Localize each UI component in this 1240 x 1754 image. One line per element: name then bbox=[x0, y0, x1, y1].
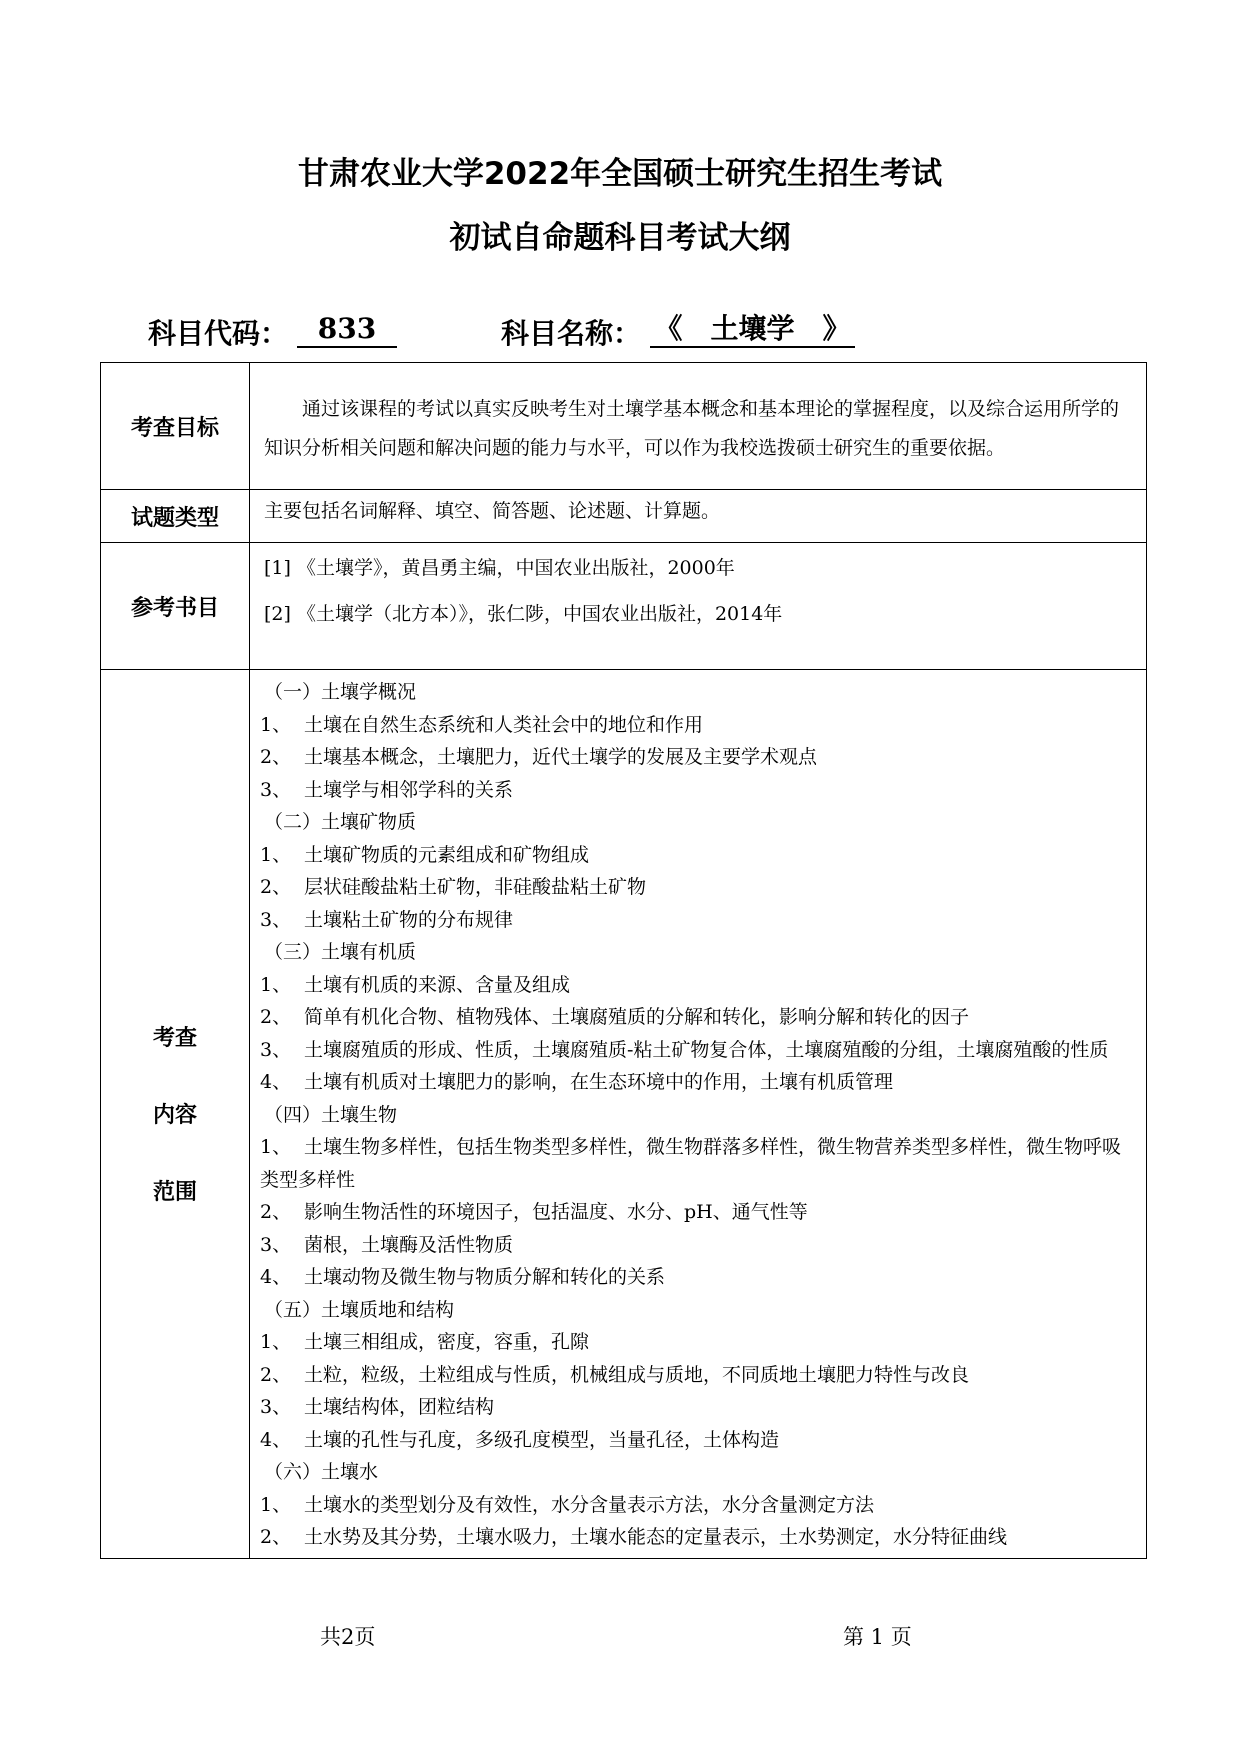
section-title: （四）土壤生物 bbox=[264, 1103, 398, 1126]
list-item bbox=[260, 839, 1138, 872]
subject-code-value: 833 bbox=[297, 312, 397, 348]
list-item-text: 土壤生物多样性，包括生物类型多样性，微生物群落多样性，微生物营养类型多样性，微生物呼吸类型多样性 bbox=[260, 1136, 1122, 1191]
table-row-scope bbox=[101, 670, 1147, 1559]
list-item-text: 土壤腐殖质的形成、性质，土壤腐殖质-粘土矿物复合体，土壤腐殖酸的分组，土壤腐殖酸的性质 bbox=[304, 1038, 1109, 1061]
document-title-line-2: 初试自命题科目考试大纲 bbox=[449, 220, 791, 256]
list-item-text: 土壤动物及微生物与物质分解和转化的关系 bbox=[304, 1266, 666, 1288]
list-item-text: 层状硅酸盐粘土矿物，非硅酸盐粘土矿物 bbox=[304, 876, 647, 898]
list-item bbox=[260, 709, 1138, 742]
list-item-number: 1、 bbox=[260, 843, 292, 866]
aim-cell bbox=[250, 363, 1147, 490]
list-item-number: 3、 bbox=[260, 1396, 292, 1418]
list-item bbox=[260, 1196, 1138, 1229]
table-row-question-types bbox=[101, 490, 1147, 543]
list-item bbox=[260, 1261, 1138, 1294]
list-item-text: 土壤粘土矿物的分布规律 bbox=[304, 908, 514, 931]
list-item-text: 菌根，土壤酶及活性物质 bbox=[304, 1233, 514, 1256]
question-types-text: 主要包括名词解释、填空、简答题、论述题、计算题。 bbox=[264, 500, 721, 522]
list-item-number: 2、 bbox=[260, 746, 292, 768]
list-item bbox=[260, 774, 1138, 807]
question-types-cell bbox=[250, 490, 1147, 543]
scope-label-3: 范围 bbox=[152, 1180, 197, 1206]
list-item-number: 4、 bbox=[260, 1266, 292, 1288]
list-item-number: 3、 bbox=[260, 1233, 292, 1256]
page-total: 共2页 bbox=[320, 1625, 376, 1649]
list-item bbox=[260, 1229, 1138, 1262]
list-item-text: 土水势及其分势，土壤水吸力，土壤水能态的定量表示，土水势测定，水分特征曲线 bbox=[304, 1526, 1008, 1548]
scope-cell bbox=[250, 670, 1147, 1559]
list-item-number: 4、 bbox=[260, 1428, 292, 1451]
list-item-text: 影响生物活性的环境因子，包括温度、水分、pH、通气性等 bbox=[304, 1201, 808, 1223]
list-item-text: 土粒，粒级，土粒组成与性质，机械组成与质地，不同质地土壤肥力特性与改良 bbox=[304, 1363, 970, 1386]
list-item-number: 2、 bbox=[260, 1363, 292, 1386]
list-item-number: 1、 bbox=[260, 713, 292, 736]
scope-label-1: 考查 bbox=[152, 1026, 197, 1052]
list-item-number: 1、 bbox=[260, 1331, 292, 1353]
list-item bbox=[260, 969, 1138, 1002]
aim-text: 通过该课程的考试以真实反映考生对土壤学基本概念和基本理论的掌握程度，以及综合运用所学的知识分析相关问题和解决问题的能力与水平，可以作为我校选拨硕士研究生的重要依据。 bbox=[264, 398, 1120, 459]
reference-item: [2] 《土壤学（北方本）》，张仁陟，中国农业出版社，2014年 bbox=[264, 603, 783, 625]
list-item bbox=[260, 1359, 1138, 1392]
references-cell bbox=[250, 543, 1147, 670]
subject-code-label: 科目代码： bbox=[148, 317, 289, 350]
list-item-text: 土壤结构体，团粒结构 bbox=[304, 1396, 495, 1418]
question-types-label: 试题类型 bbox=[101, 490, 250, 543]
list-item-text: 土壤基本概念，土壤肥力，近代土壤学的发展及主要学术观点 bbox=[304, 746, 818, 768]
reference-item: [1] 《土壤学》，黄昌勇主编，中国农业出版社，2000年 bbox=[264, 557, 735, 579]
section-title: （二）土壤矿物质 bbox=[264, 811, 417, 833]
scope-content bbox=[250, 670, 1146, 1558]
list-item-text: 土壤矿物质的元素组成和矿物组成 bbox=[304, 843, 590, 866]
list-item bbox=[260, 1326, 1138, 1359]
page-number: 第 1 页 bbox=[843, 1625, 912, 1649]
list-item-text: 土壤有机质的来源、含量及组成 bbox=[304, 973, 571, 996]
list-item-text: 土壤的孔性与孔度，多级孔度模型，当量孔径，土体构造 bbox=[304, 1428, 780, 1451]
list-item-number: 2、 bbox=[260, 1201, 292, 1223]
document-title-line-1: 甘肃农业大学2022年全国硕士研究生招生考试 bbox=[297, 156, 943, 192]
list-item-text: 土壤学与相邻学科的关系 bbox=[304, 778, 514, 801]
list-item bbox=[260, 1131, 1138, 1196]
list-item-text: 土壤水的类型划分及有效性，水分含量表示方法，水分含量测定方法 bbox=[304, 1493, 875, 1516]
list-item bbox=[260, 1001, 1138, 1034]
list-item bbox=[260, 1391, 1138, 1424]
scope-label-2: 内容 bbox=[152, 1103, 197, 1129]
list-item bbox=[260, 1424, 1138, 1457]
list-item-text: 土壤三相组成，密度，容重，孔隙 bbox=[304, 1331, 590, 1353]
list-item-number: 1、 bbox=[260, 1493, 292, 1516]
aim-label: 考查目标 bbox=[101, 363, 250, 490]
section-title: （五）土壤质地和结构 bbox=[264, 1298, 455, 1321]
table-row-aim bbox=[101, 363, 1147, 490]
list-item-text: 简单有机化合物、植物残体、土壤腐殖质的分解和转化，影响分解和转化的因子 bbox=[304, 1006, 970, 1028]
list-item bbox=[260, 1489, 1138, 1522]
list-item-number: 1、 bbox=[260, 973, 292, 996]
list-item bbox=[260, 904, 1138, 937]
list-item-text: 土壤有机质对土壤肥力的影响，在生态环境中的作用，土壤有机质管理 bbox=[304, 1071, 894, 1093]
list-item-number: 2、 bbox=[260, 1006, 292, 1028]
syllabus-table bbox=[100, 362, 1147, 1559]
table-row-references bbox=[101, 543, 1147, 670]
list-item bbox=[260, 1066, 1138, 1099]
subject-name-value: 《 土壤学 》 bbox=[650, 312, 855, 348]
list-item-number: 3、 bbox=[260, 908, 292, 931]
list-item-number: 2、 bbox=[260, 876, 292, 898]
list-item-number: 4、 bbox=[260, 1071, 292, 1093]
list-item-number: 3、 bbox=[260, 1038, 292, 1061]
list-item bbox=[260, 1521, 1138, 1554]
section-title: （一）土壤学概况 bbox=[264, 681, 417, 703]
list-item-text: 土壤在自然生态系统和人类社会中的地位和作用 bbox=[304, 713, 704, 736]
subject-name-label: 科目名称： bbox=[501, 317, 642, 350]
list-item bbox=[260, 871, 1138, 904]
list-item-number: 2、 bbox=[260, 1526, 292, 1548]
scope-label bbox=[101, 670, 250, 1559]
references-label: 参考书目 bbox=[101, 543, 250, 670]
list-item-number: 3、 bbox=[260, 778, 292, 801]
section-title: （三）土壤有机质 bbox=[264, 941, 417, 963]
list-item bbox=[260, 741, 1138, 774]
section-title: （六）土壤水 bbox=[264, 1461, 379, 1483]
list-item bbox=[260, 1034, 1138, 1067]
list-item-number: 1、 bbox=[260, 1136, 292, 1158]
